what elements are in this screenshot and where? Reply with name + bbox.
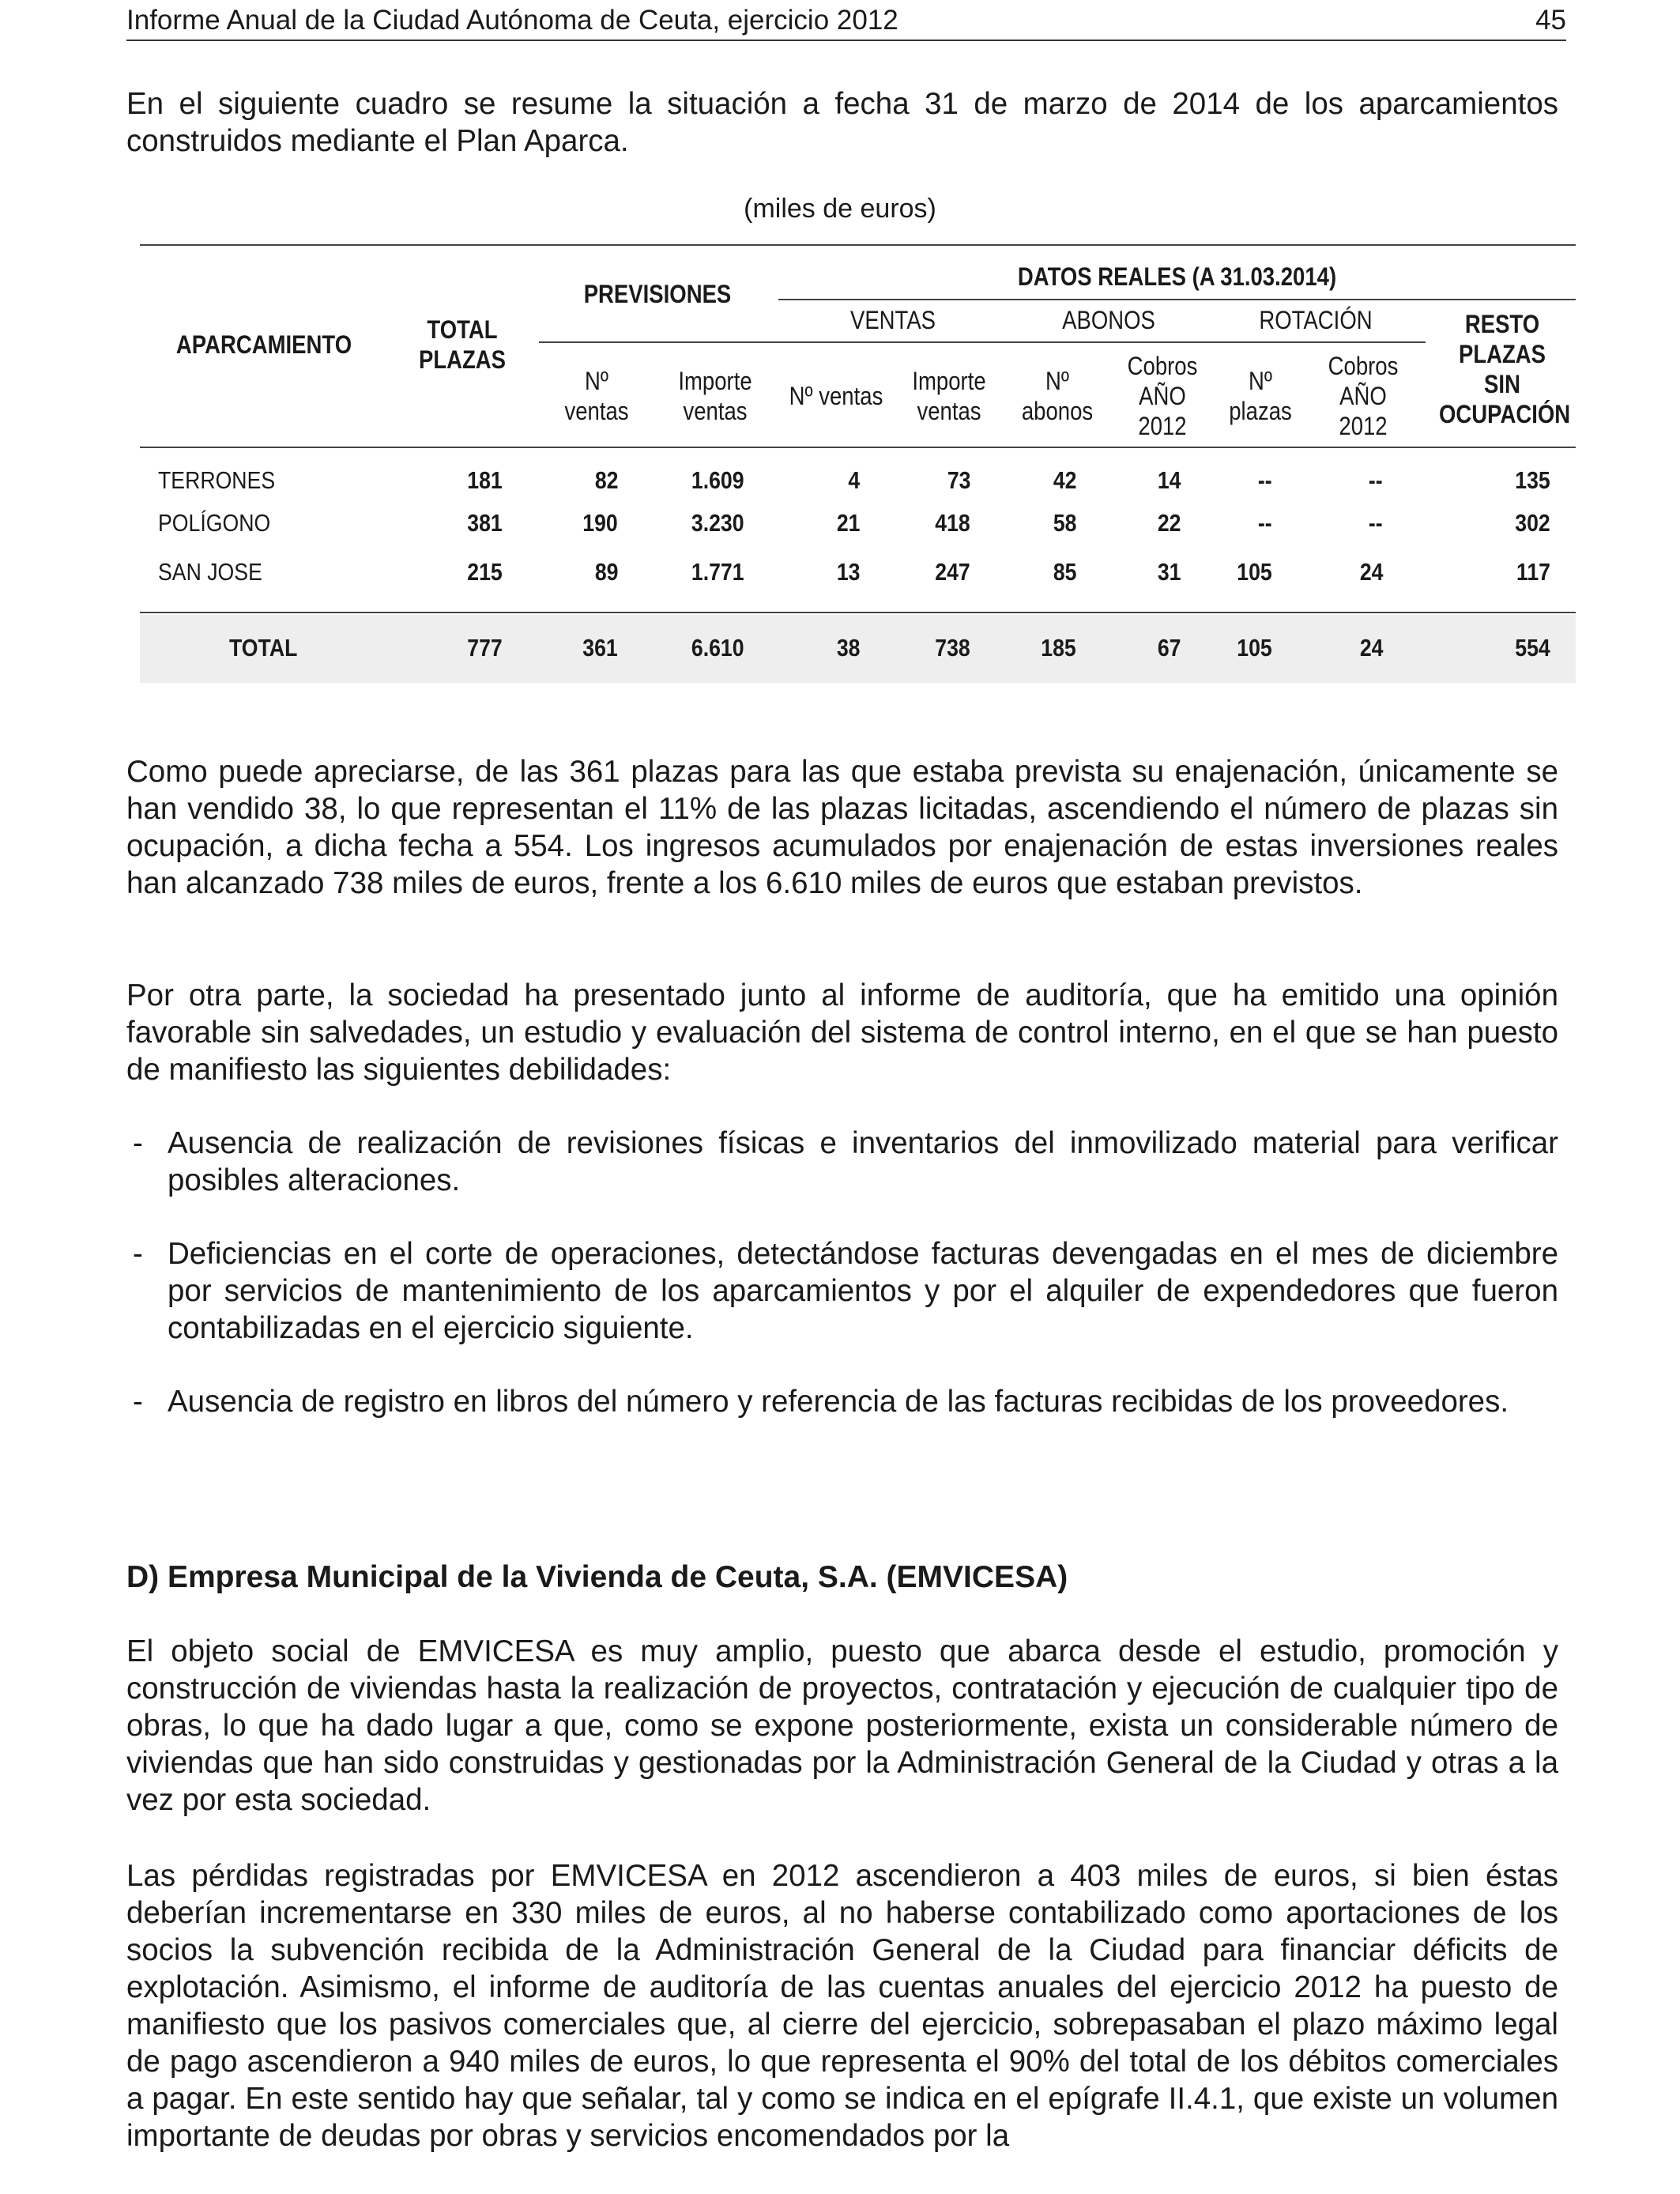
header-previsiones: PREVISIONES — [583, 280, 732, 308]
header-resto-plazas: RESTO PLAZAS SIN OCUPACIÓN — [1439, 310, 1571, 428]
header-cobros-abonos: Cobros AÑO 2012 — [1127, 352, 1198, 440]
cell-real-importe: 247 — [935, 558, 970, 586]
cell-real-importe: 73 — [947, 466, 970, 494]
table-caption: (miles de euros) — [744, 194, 936, 224]
header-real-n-ventas: Nº ventas — [789, 382, 883, 410]
cell-n-abonos: 85 — [1053, 558, 1076, 586]
row-name: SAN JOSE — [158, 558, 262, 586]
cell-n-plazas: 105 — [1237, 558, 1272, 586]
bullet-item: Deficiencias en el corte de operaciones, detectándose facturas devengadas en el mes de diciembre por servicios de mantenimiento de los aparcamientos y por el alquiler de expendedores que fueron contabilizadas en el ejercicio siguiente. — [168, 1237, 1558, 1345]
header-total-plazas: TOTAL PLAZAS — [418, 315, 507, 374]
header-prev-importe: Importe ventas — [678, 367, 752, 425]
cell-resto-plazas: 302 — [1515, 509, 1550, 537]
cell-cobros-abonos: 22 — [1157, 509, 1181, 537]
total-prev-n-ventas: 361 — [582, 634, 618, 662]
total-real-importe: 738 — [935, 634, 970, 662]
cell-prev-n-ventas: 89 — [594, 558, 618, 586]
body-paragraph: Como puede apreciarse, de las 361 plazas para las que estaba prevista su enajenación, únicamente se han vendido 38, lo que representan el 11% de las plazas licitadas, ascendiendo el número de plazas sin ocupación, a dicha fecha a 554. Los ingresos acumulados por enajenación de estas inversiones reales han alcanzado 738 miles de euros, frente a los 6.610 miles de euros que estaban previstos. — [126, 755, 1558, 900]
table-top-rule — [140, 244, 1576, 246]
bullet-marker: - — [133, 1385, 143, 1419]
datos-reales-rule — [778, 299, 1576, 300]
header-abonos: ABONOS — [1062, 306, 1155, 334]
bullet-item: Ausencia de registro en libros del número y referencia de las facturas recibidas de los proveedores. — [168, 1385, 1509, 1419]
header-real-importe: Importe ventas — [912, 367, 986, 425]
row-name: POLÍGONO — [158, 509, 271, 537]
header-bottom-rule — [140, 447, 1576, 448]
cell-n-plazas: -- — [1258, 509, 1272, 537]
total-cobros-rotacion: 24 — [1359, 634, 1383, 662]
cell-total-plazas: 181 — [467, 466, 503, 494]
parking-table — [0, 0, 1680, 696]
cell-prev-importe: 1.771 — [691, 558, 744, 586]
section-paragraph: El objeto social de EMVICESA es muy amplio, puesto que abarca desde el estudio, promoción y construcción de viviendas hasta la realización de proyectos, contratación y ejecución de cualquier tipo de obras, lo que ha dado lugar a que, como se expone posteriormente, exista un considerable número de viviendas que han sido construidas y gestionadas por la Administración General de la Ciudad y otras a la vez por esta sociedad. — [126, 1634, 1558, 1817]
total-n-plazas: 105 — [1237, 634, 1272, 662]
body-paragraph: Por otra parte, la sociedad ha presentado junto al informe de auditoría, que ha emitido una opinión favorable sin salvedades, un estudio y evaluación del sistema de control interno, en el que se han puesto de manifiesto las siguientes debilidades: — [126, 978, 1558, 1087]
total-label: TOTAL — [229, 634, 298, 662]
cell-prev-n-ventas: 190 — [582, 509, 618, 537]
header-rotacion: ROTACIÓN — [1259, 306, 1373, 334]
total-total-plazas: 777 — [467, 634, 503, 662]
cell-cobros-rotacion: -- — [1369, 466, 1383, 494]
page-number: 45 — [1535, 5, 1566, 36]
cell-prev-importe: 1.609 — [691, 466, 744, 494]
cell-cobros-abonos: 31 — [1157, 558, 1181, 586]
cell-n-plazas: -- — [1258, 466, 1272, 494]
cell-real-importe: 418 — [935, 509, 970, 537]
total-top-rule — [140, 612, 1576, 613]
cell-resto-plazas: 117 — [1516, 558, 1550, 586]
total-n-abonos: 185 — [1041, 634, 1076, 662]
cell-total-plazas: 381 — [467, 509, 503, 537]
cell-n-abonos: 42 — [1053, 466, 1076, 494]
bullet-marker: - — [133, 1237, 143, 1271]
total-real-n-ventas: 38 — [836, 634, 860, 662]
header-n-abonos: Nº abonos — [1021, 367, 1094, 425]
cell-total-plazas: 215 — [467, 558, 503, 586]
total-resto-plazas: 554 — [1515, 634, 1550, 662]
cell-n-abonos: 58 — [1053, 509, 1076, 537]
bullet-marker: - — [133, 1126, 143, 1160]
cell-cobros-rotacion: -- — [1369, 509, 1383, 537]
row-name: TERRONES — [158, 466, 276, 494]
cell-real-n-ventas: 4 — [848, 466, 860, 494]
header-n-plazas: Nº plazas — [1229, 367, 1292, 425]
cell-cobros-abonos: 14 — [1157, 466, 1181, 494]
intro-paragraph: En el siguiente cuadro se resume la situación a fecha 31 de marzo de 2014 de los aparcamientos construidos mediante el Plan Aparca. — [126, 87, 1558, 158]
header-ventas: VENTAS — [849, 306, 936, 334]
section-heading: D) Empresa Municipal de la Vivienda de Ceuta, S.A. (EMVICESA) — [126, 1560, 1068, 1594]
report-title: Informe Anual de la Ciudad Autónoma de Ceuta, ejercicio 2012 — [126, 5, 898, 36]
cell-prev-n-ventas: 82 — [594, 466, 618, 494]
header-datos-reales: DATOS REALES (A 31.03.2014) — [1017, 262, 1337, 291]
cell-resto-plazas: 135 — [1515, 466, 1550, 494]
cell-real-n-ventas: 13 — [836, 558, 860, 586]
cell-prev-importe: 3.230 — [691, 509, 744, 537]
header-cobros-rotacion: Cobros AÑO 2012 — [1328, 352, 1399, 440]
cell-real-n-ventas: 21 — [836, 509, 860, 537]
header-prev-n-ventas: Nº ventas — [564, 367, 629, 425]
bullet-item: Ausencia de realización de revisiones físicas e inventarios del inmovilizado material para verificar posibles alteraciones. — [168, 1126, 1558, 1197]
total-cobros-abonos: 67 — [1157, 634, 1181, 662]
section-paragraph: Las pérdidas registradas por EMVICESA en 2012 ascendieron a 403 miles de euros, si bien éstas deberían incrementarse en 330 miles de euros, al no haberse contabilizado como aportaciones de los socios la subvención recibida de la Administración General de la Ciudad para financiar déficits de explotación. Asimismo, el informe de auditoría de las cuentas anuales del ejercicio 2012 ha puesto de manifiesto que los pasivos comerciales que, al cierre del ejercicio, sobrepasaban el plazo máximo legal de pago ascendieron a 940 miles de euros, lo que representa el 90% del total de los débitos comerciales a pagar. En este sentido hay que señalar, tal y como se indica en el epígrafe II.4.1, que existe un volumen importante de deudas por obras y servicios encomendados por la — [126, 1859, 1558, 2153]
total-prev-importe: 6.610 — [691, 634, 744, 662]
subheader-rule — [539, 341, 1426, 343]
header-aparcamiento: APARCAMIENTO — [175, 330, 352, 359]
cell-cobros-rotacion: 24 — [1359, 558, 1383, 586]
